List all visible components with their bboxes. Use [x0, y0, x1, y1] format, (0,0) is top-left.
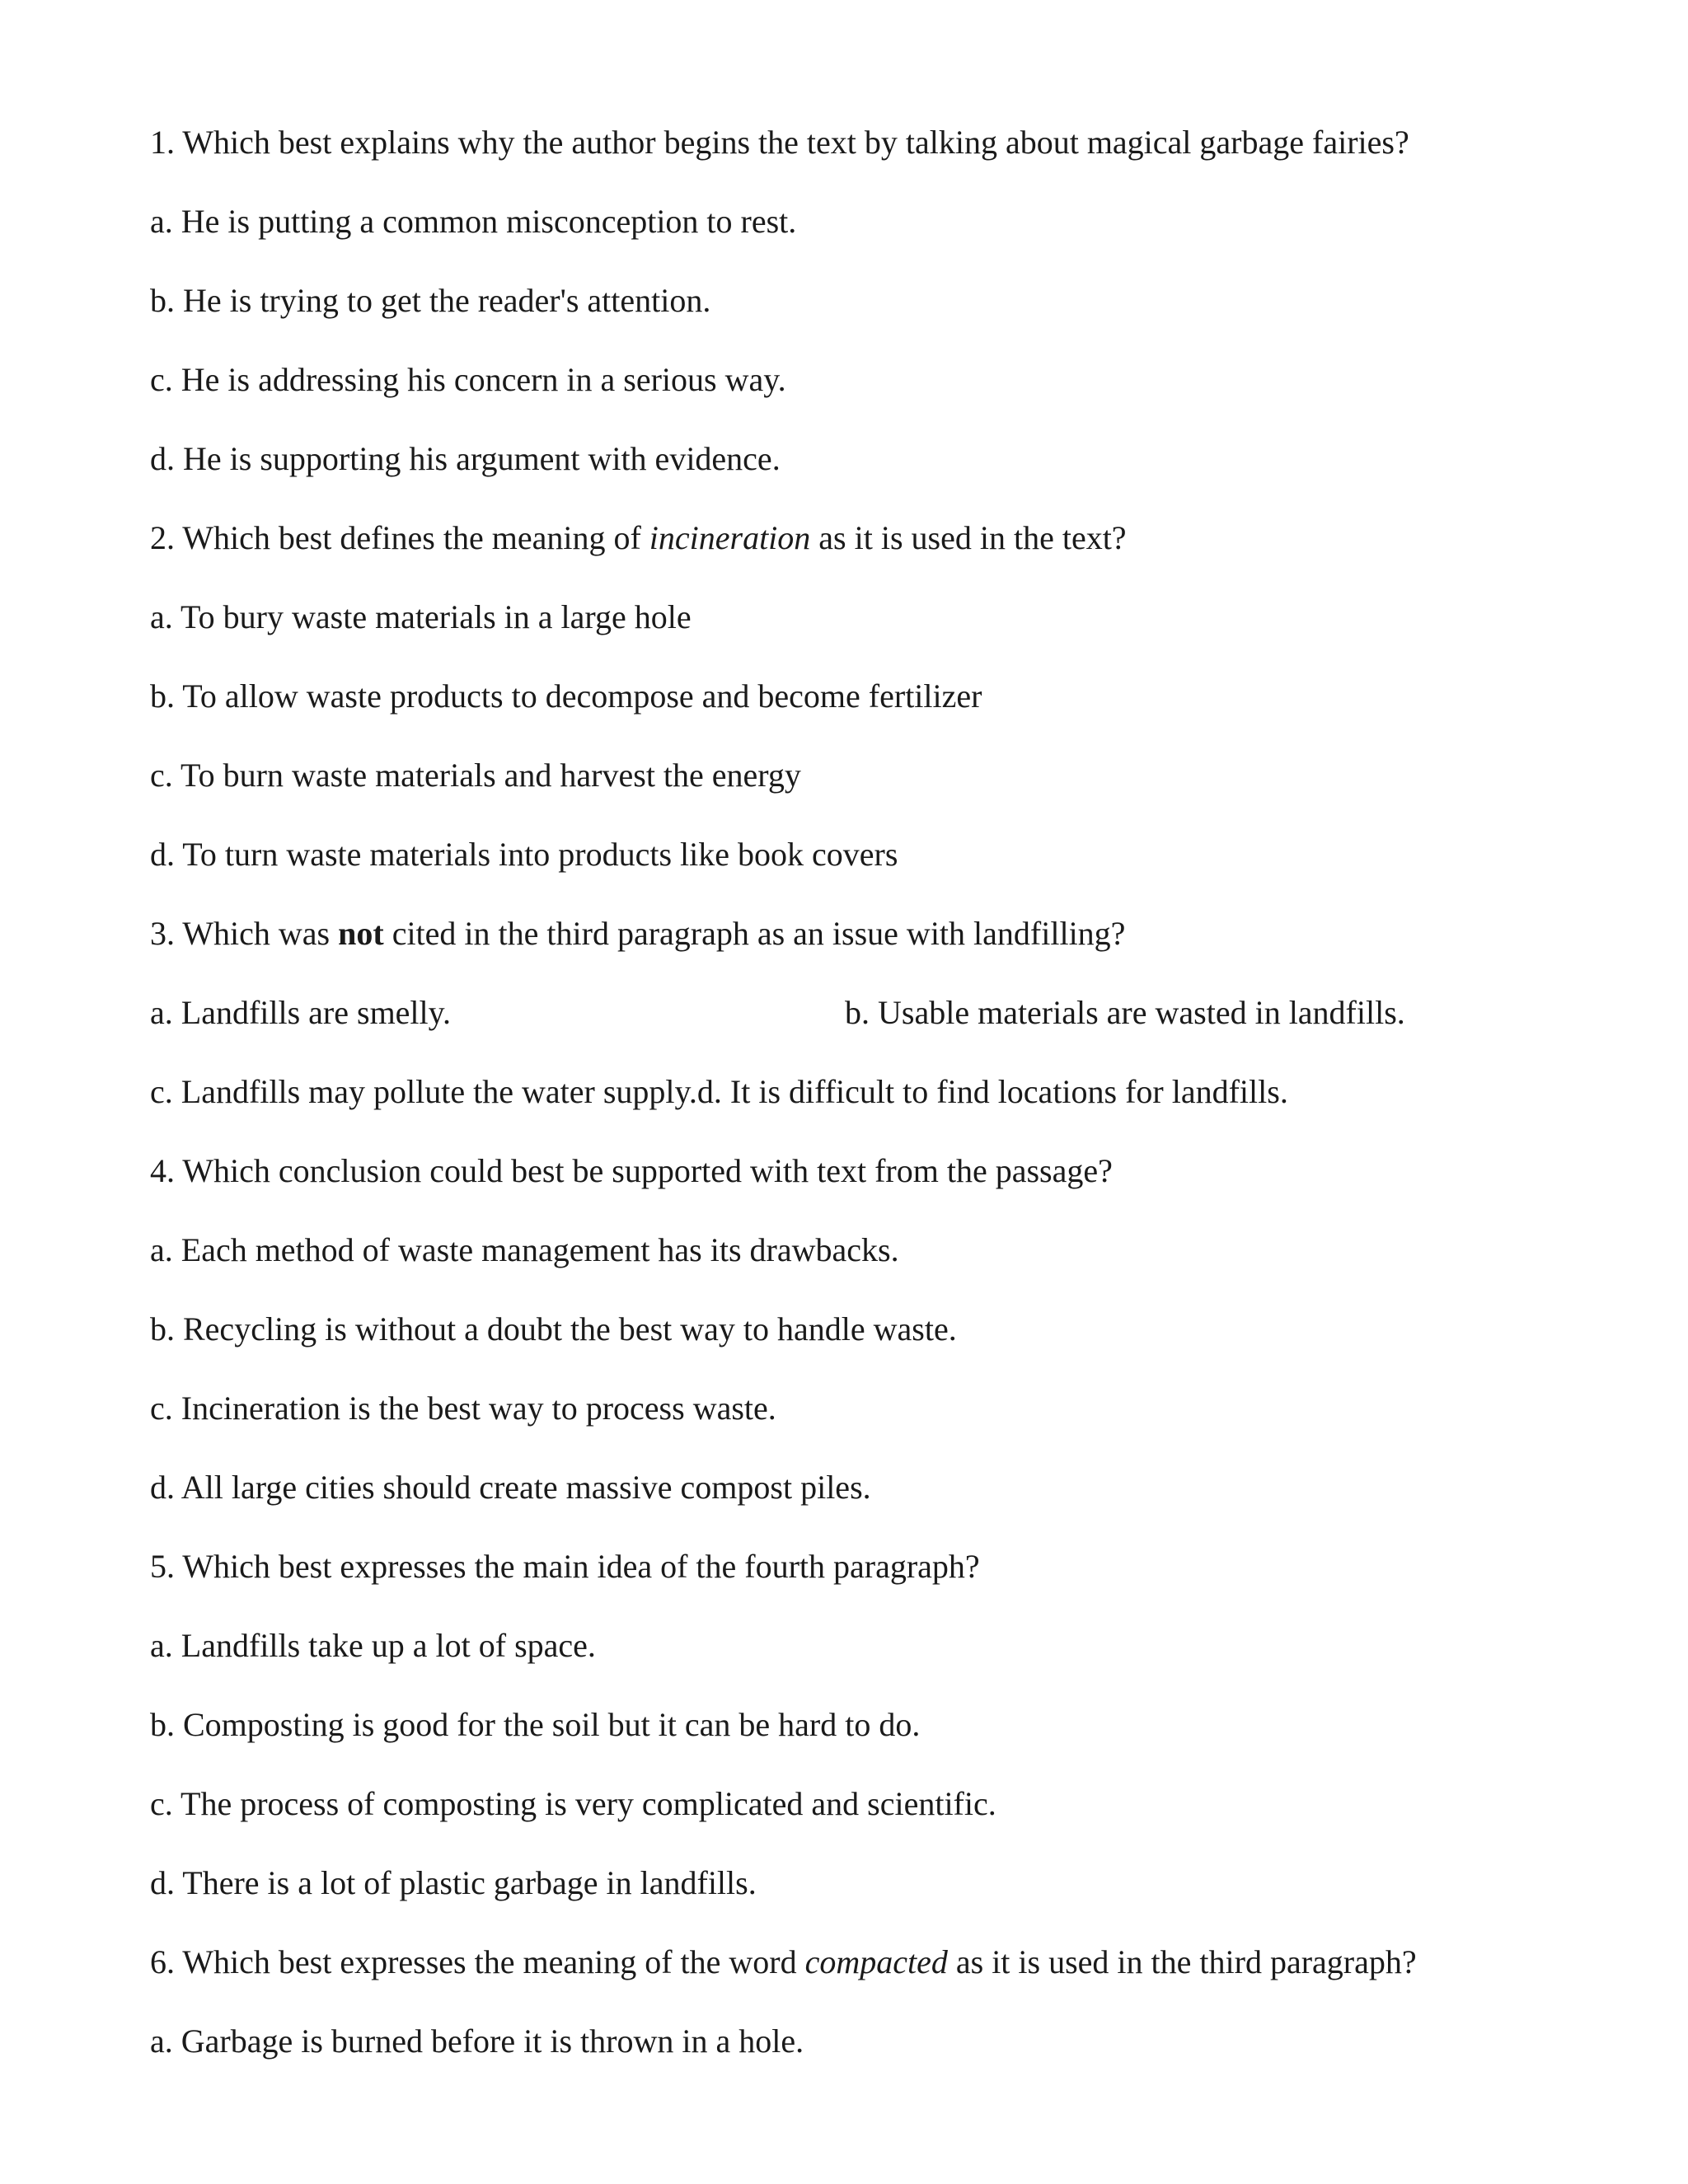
question-2-option-b: b. To allow waste products to decompose and become fertilizer: [150, 677, 982, 715]
question-5-option-a: a. Landfills take up a lot of space.: [150, 1627, 596, 1664]
question-2-option-c: c. To burn waste materials and harvest the energy: [150, 757, 801, 794]
question-5-text: 5. Which best expresses the main idea of the fourth paragraph?: [150, 1548, 980, 1585]
question-3-text-start: 3. Which was: [150, 915, 339, 952]
question-3-text-end: cited in the third paragraph as an issue with landfilling?: [383, 915, 1126, 952]
question-6-term: compacted: [804, 1943, 948, 1980]
question-2-option-a: a. To bury waste materials in a large hole: [150, 598, 692, 635]
question-6-text-end: as it is used in the third paragraph?: [947, 1943, 1417, 1980]
question-1-option-c: c. He is addressing his concern in a serious way.: [150, 361, 786, 398]
question-3-option-b: b. Usable materials are wasted in landfills.: [845, 994, 1405, 1031]
question-3-options-row-1: [150, 993, 1551, 1033]
question-1-option-b: b. He is trying to get the reader's attention.: [150, 282, 711, 319]
question-5-option-b: b. Composting is good for the soil but it can be hard to do.: [150, 1706, 921, 1743]
question-4-option-d: d. All large cities should create massive compost piles.: [150, 1469, 871, 1506]
question-2-text-end: as it is used in the text?: [810, 519, 1127, 556]
question-5-option-c: c. The process of composting is very complicated and scientific.: [150, 1785, 996, 1822]
question-5-option-d: d. There is a lot of plastic garbage in landfills.: [150, 1864, 757, 1901]
question-3: [150, 914, 1125, 954]
question-4-option-b: b. Recycling is without a doubt the best way to handle waste.: [150, 1310, 957, 1347]
question-4-text: 4. Which conclusion could best be supported with text from the passage?: [150, 1152, 1113, 1189]
question-2-option-d: d. To turn waste materials into products like book covers: [150, 836, 898, 873]
question-2: [150, 518, 1127, 558]
question-3-option-a: a. Landfills are smelly.: [150, 994, 452, 1031]
question-3-options-row-2: [150, 1072, 1288, 1112]
question-1: [150, 123, 1409, 162]
question-5: [150, 1547, 980, 1586]
question-1-text: 1. Which best explains why the author begins the text by talking about magical garbage fairies?: [150, 124, 1409, 161]
question-6: [150, 1943, 1417, 1982]
question-4-option-c: c. Incineration is the best way to process waste.: [150, 1390, 776, 1427]
question-1-option-a: a. He is putting a common misconception to rest.: [150, 203, 797, 240]
question-6-option-a: a. Garbage is burned before it is thrown in a hole.: [150, 2022, 804, 2060]
question-1-option-d: d. He is supporting his argument with evidence.: [150, 440, 781, 477]
question-2-term: incineration: [649, 519, 811, 556]
question-4-option-a: a. Each method of waste management has its drawbacks.: [150, 1231, 899, 1268]
question-2-text-start: 2. Which best defines the meaning of: [150, 519, 649, 556]
question-4: [150, 1151, 1113, 1191]
question-3-option-d: d. It is difficult to find locations for landfills.: [696, 1073, 1288, 1110]
question-3-emphasis: not: [338, 915, 384, 952]
question-3-option-c: c. Landfills may pollute the water supply.: [150, 1073, 697, 1110]
question-6-text-start: 6. Which best expresses the meaning of the word: [150, 1943, 805, 1980]
